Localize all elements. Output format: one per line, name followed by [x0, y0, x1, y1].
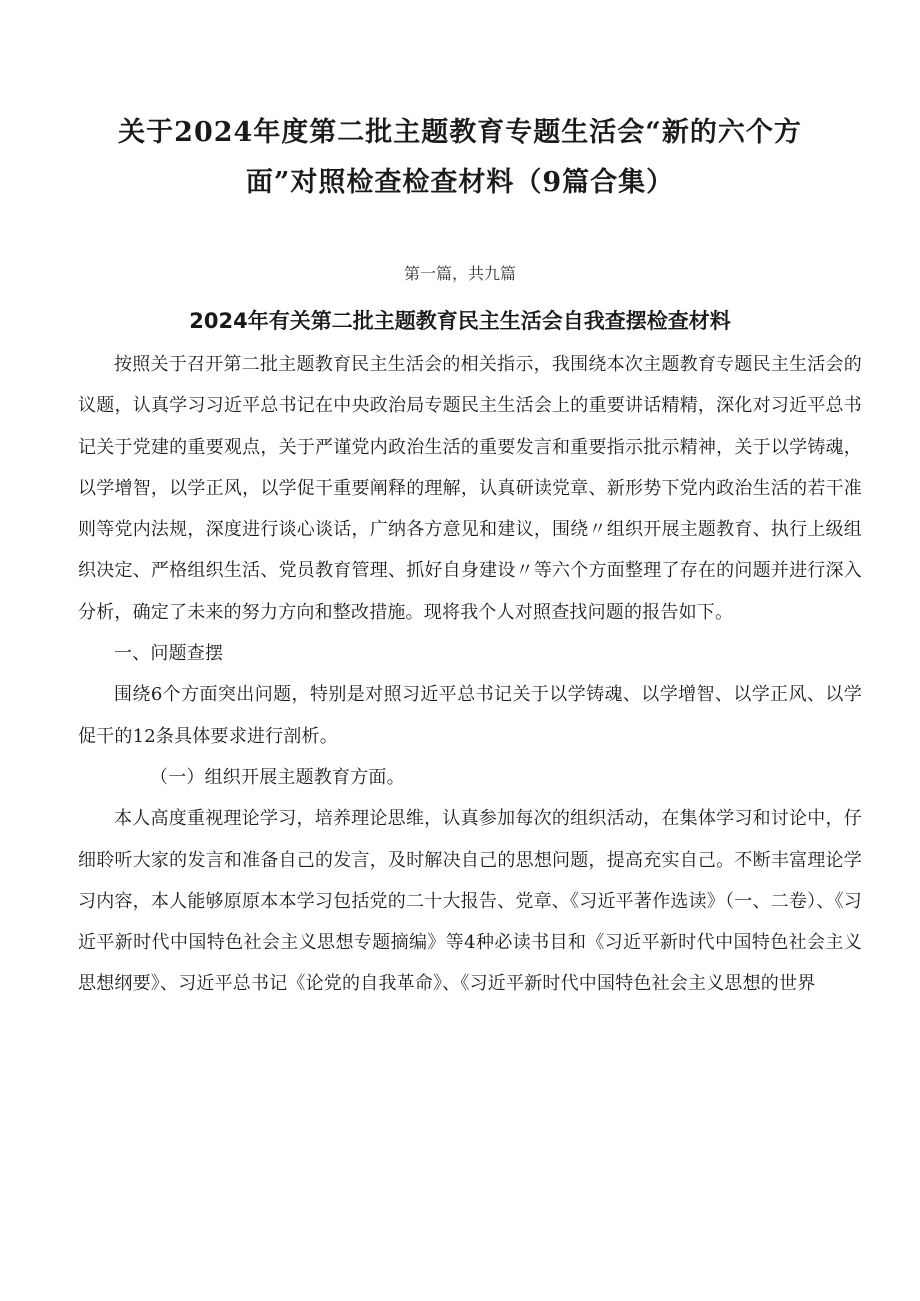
document-title: [60, 108, 860, 208]
section-title: 2024年有关第二批主题教育民主生活会自我查摆检查材料: [189, 309, 731, 333]
paragraph-theory-study: 本人高度重视理论学习，培养理论思维，认真参加每次的组织活动，在集体学习和讨论中，仔细聆听大家的发言和准备自己的发言，及时解决自己的思想问题，提高充实自己。不断丰富理论学习内容，本人能够原原本本学习包括党的二十大报告、党章、《习近平著作选读》（一、二卷）、《习近平新时代中国特色社会主义思想专题摘编》等4种必读书目和《习近平新时代中国特色社会主义思想纲要》、习近平总书记《论党的自我革命》、《习近平新时代中国特色社会主义思想的世界: [78, 808, 862, 995]
part-label: 第一篇，共九篇: [403, 264, 516, 283]
paragraph-six-aspects: 围绕6个方面突出问题，特别是对照习近平总书记关于以学铸魂、以学增智、以学正风、以学促干的12条具体要求进行剖析。: [78, 684, 862, 747]
heading-problem-review: 一、问题查摆: [114, 643, 224, 665]
document-title-line-2: 面”对照检查检查材料（9篇合集）: [245, 167, 675, 198]
heading-organize-education: （一）组织开展主题教育方面。: [150, 766, 405, 788]
document-title-line-1: 关于2024年度第二批主题教育专题生活会“新的六个方: [118, 117, 802, 148]
body-text: [78, 344, 862, 1005]
paragraph-intro: 按照关于召开第二批主题教育民主生活会的相关指示，我围绕本次主题教育专题民主生活会的议题，认真学习习近平总书记在中央政治局专题民主生活会上的重要讲话精精，深化对习近平总书记关于党建的重要观点，关于严谨党内政治生活的重要发言和重要指示批示精神，关于以学铸魂，以学增智，以学正风，以学促干重要阐释的理解，认真研读党章、新形势下党内政治生活的若干准则等党内法规，深度进行谈心谈话，广纳各方意见和建议，围绕〃组织开展主题教育、执行上级组织决定、严格组织生活、党员教育管理、抓好自身建设〃等六个方面整理了存在的问题并进行深入分析，确定了未来的努力方向和整改措施。现将我个人对照查找问题的报告如下。: [78, 354, 862, 623]
